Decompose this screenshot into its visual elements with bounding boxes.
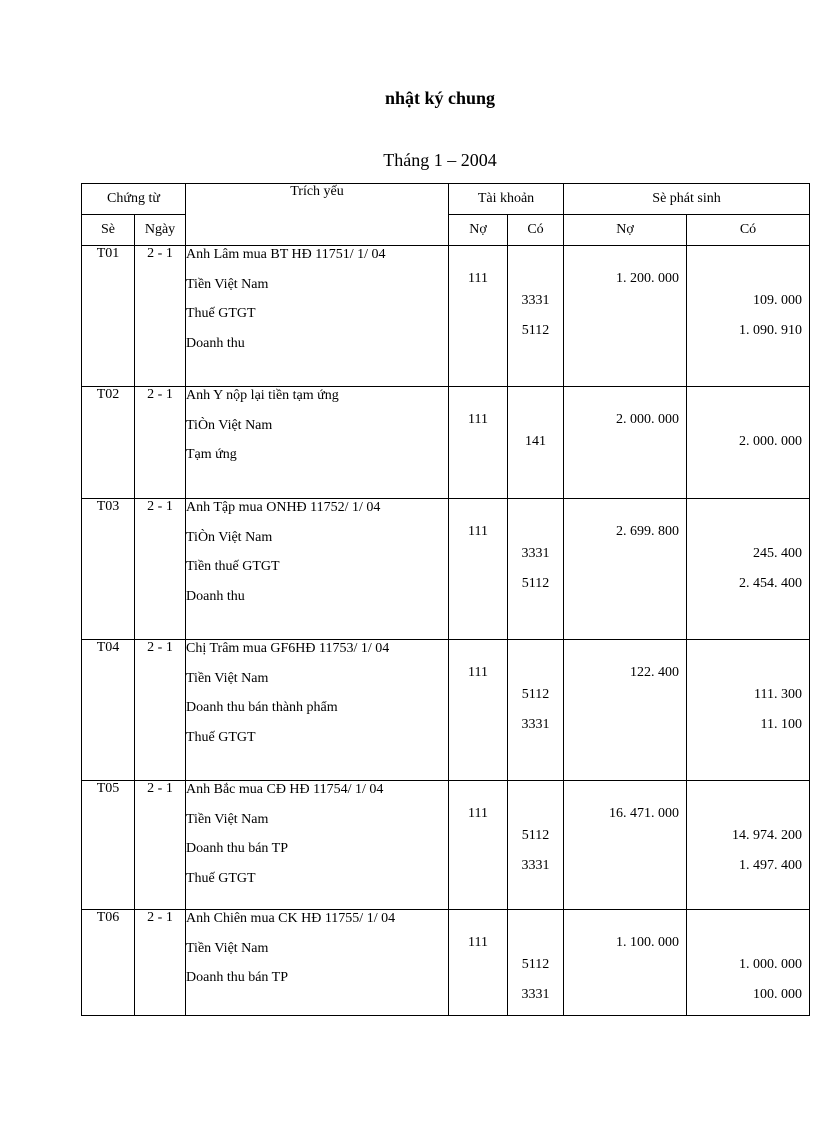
credit-account-cell <box>508 387 564 499</box>
debit-account-cell <box>449 640 508 781</box>
description-line: Thuế GTGT <box>186 729 256 745</box>
debit-account-cell <box>449 499 508 640</box>
debit-amount: 2. 699. 800 <box>564 499 687 640</box>
credit-account: 141 <box>525 434 546 449</box>
debit-account: 111 <box>468 935 488 950</box>
voucher-date: 2 - 1 <box>135 910 186 1016</box>
description-line: Doanh thu bán TP <box>186 970 289 985</box>
credit-amount: 100. 000 <box>753 986 803 1002</box>
header-voucher: Chứng từ <box>82 184 186 215</box>
description-line: Tiền Việt Nam <box>186 276 269 292</box>
voucher-date: 2 - 1 <box>135 387 186 499</box>
description-line: Thuế GTGT <box>186 306 256 321</box>
credit-amount: 1. 000. 000 <box>739 957 803 972</box>
header-voucher-no: Sè <box>82 215 135 246</box>
debit-account: 111 <box>468 271 488 286</box>
description-line: Doanh thu bán TP <box>186 841 289 856</box>
voucher-date: 2 - 1 <box>135 781 186 910</box>
credit-amount: 14. 974. 200 <box>732 828 803 843</box>
description-line: Anh Chiên mua CK HĐ 11755/ 1/ 04 <box>186 911 396 926</box>
header-account: Tài khoản <box>449 184 564 215</box>
description-cell <box>186 246 449 387</box>
header-description: Trích yếu <box>186 184 449 246</box>
header-amount: Sè phát sinh <box>564 184 810 215</box>
credit-amount: 109. 000 <box>753 293 803 308</box>
header-account-credit: Có <box>508 215 564 246</box>
credit-account-cell <box>508 910 564 1016</box>
journal-row <box>82 499 810 640</box>
credit-account-cell <box>508 499 564 640</box>
debit-amount: 2. 000. 000 <box>564 387 687 499</box>
credit-amount: 2. 454. 400 <box>739 575 803 591</box>
journal-body <box>82 246 810 1016</box>
description-cell <box>186 910 449 1016</box>
debit-account: 111 <box>468 412 488 427</box>
description-line: TiÒn Việt Nam <box>186 417 273 433</box>
journal-row <box>82 640 810 781</box>
credit-amount: 1. 497. 400 <box>739 857 803 873</box>
description-line: Tiền Việt Nam <box>186 940 269 956</box>
debit-account-cell <box>449 387 508 499</box>
debit-account: 111 <box>468 524 488 539</box>
debit-amount: 1. 200. 000 <box>564 246 687 387</box>
credit-amount: 111. 300 <box>754 687 803 702</box>
voucher-number: T06 <box>82 910 135 1016</box>
credit-amount-cell <box>687 781 810 910</box>
voucher-date: 2 - 1 <box>135 246 186 387</box>
credit-account-cell <box>508 781 564 910</box>
credit-amount: 11. 100 <box>760 716 803 732</box>
journal-row <box>82 246 810 387</box>
debit-account: 111 <box>468 806 488 821</box>
header-voucher-date: Ngày <box>135 215 186 246</box>
credit-account: 3331 <box>521 986 550 1002</box>
description-line: Tiền Việt Nam <box>186 811 269 827</box>
description-line: Anh Tập mua ONHĐ 11752/ 1/ 04 <box>186 500 381 515</box>
journal-row <box>82 387 810 499</box>
credit-amount-cell <box>687 640 810 781</box>
description-line: Tạm ứng <box>186 447 237 462</box>
description-line: Chị Trâm mua GF6HĐ 11753/ 1/ 04 <box>186 641 390 656</box>
voucher-date: 2 - 1 <box>135 640 186 781</box>
voucher-number: T02 <box>82 387 135 499</box>
debit-account-cell <box>449 910 508 1016</box>
credit-account: 3331 <box>521 293 550 308</box>
period-subtitle: Tháng 1 – 2004 <box>383 150 497 170</box>
description-line: TiÒn Việt Nam <box>186 529 273 545</box>
credit-account-cell <box>508 246 564 387</box>
credit-amount-cell <box>687 246 810 387</box>
credit-amount: 245. 400 <box>753 546 803 561</box>
credit-account: 5112 <box>521 828 550 843</box>
debit-amount: 1. 100. 000 <box>564 910 687 1016</box>
credit-account: 3331 <box>521 546 550 561</box>
header-amount-credit: Có <box>687 215 810 246</box>
voucher-date: 2 - 1 <box>135 499 186 640</box>
description-line: Anh Lâm mua BT HĐ 11751/ 1/ 04 <box>186 247 386 262</box>
description-line: Anh Y nộp lại tiền tạm ứng <box>186 388 339 403</box>
credit-account: 5112 <box>521 575 550 591</box>
credit-account: 5112 <box>521 687 550 702</box>
voucher-number: T01 <box>82 246 135 387</box>
voucher-number: T05 <box>82 781 135 910</box>
journal-row <box>82 781 810 910</box>
credit-amount-cell <box>687 387 810 499</box>
header-account-debit: Nợ <box>449 215 508 246</box>
credit-account-cell <box>508 640 564 781</box>
description-cell <box>186 499 449 640</box>
debit-amount: 122. 400 <box>564 640 687 781</box>
credit-account: 5112 <box>521 322 550 338</box>
description-cell <box>186 640 449 781</box>
credit-amount: 2. 000. 000 <box>739 434 803 449</box>
credit-account: 3331 <box>521 716 550 732</box>
journal-row <box>82 910 810 1016</box>
description-line: Doanh thu bán thành phẩm <box>186 700 338 715</box>
credit-amount: 1. 090. 910 <box>739 322 803 338</box>
description-cell <box>186 781 449 910</box>
description-cell <box>186 387 449 499</box>
description-line: Doanh thu <box>186 588 245 604</box>
credit-account: 5112 <box>521 957 550 972</box>
debit-amount: 16. 471. 000 <box>564 781 687 910</box>
voucher-number: T04 <box>82 640 135 781</box>
debit-account-cell <box>449 781 508 910</box>
credit-amount-cell <box>687 499 810 640</box>
header-amount-debit: Nợ <box>564 215 687 246</box>
credit-account: 3331 <box>521 857 550 873</box>
credit-amount-cell <box>687 910 810 1016</box>
debit-account: 111 <box>468 665 488 680</box>
voucher-number: T03 <box>82 499 135 640</box>
description-line: Doanh thu <box>186 335 245 351</box>
description-line: Tiền Việt Nam <box>186 670 269 686</box>
description-line: Anh Bắc mua CĐ HĐ 11754/ 1/ 04 <box>186 782 384 797</box>
description-line: Tiền thuế GTGT <box>186 559 280 574</box>
debit-account-cell <box>449 246 508 387</box>
description-line: Thuế GTGT <box>186 870 256 886</box>
page-title: nhật ký chung <box>384 88 496 108</box>
journal-table <box>81 183 810 1016</box>
